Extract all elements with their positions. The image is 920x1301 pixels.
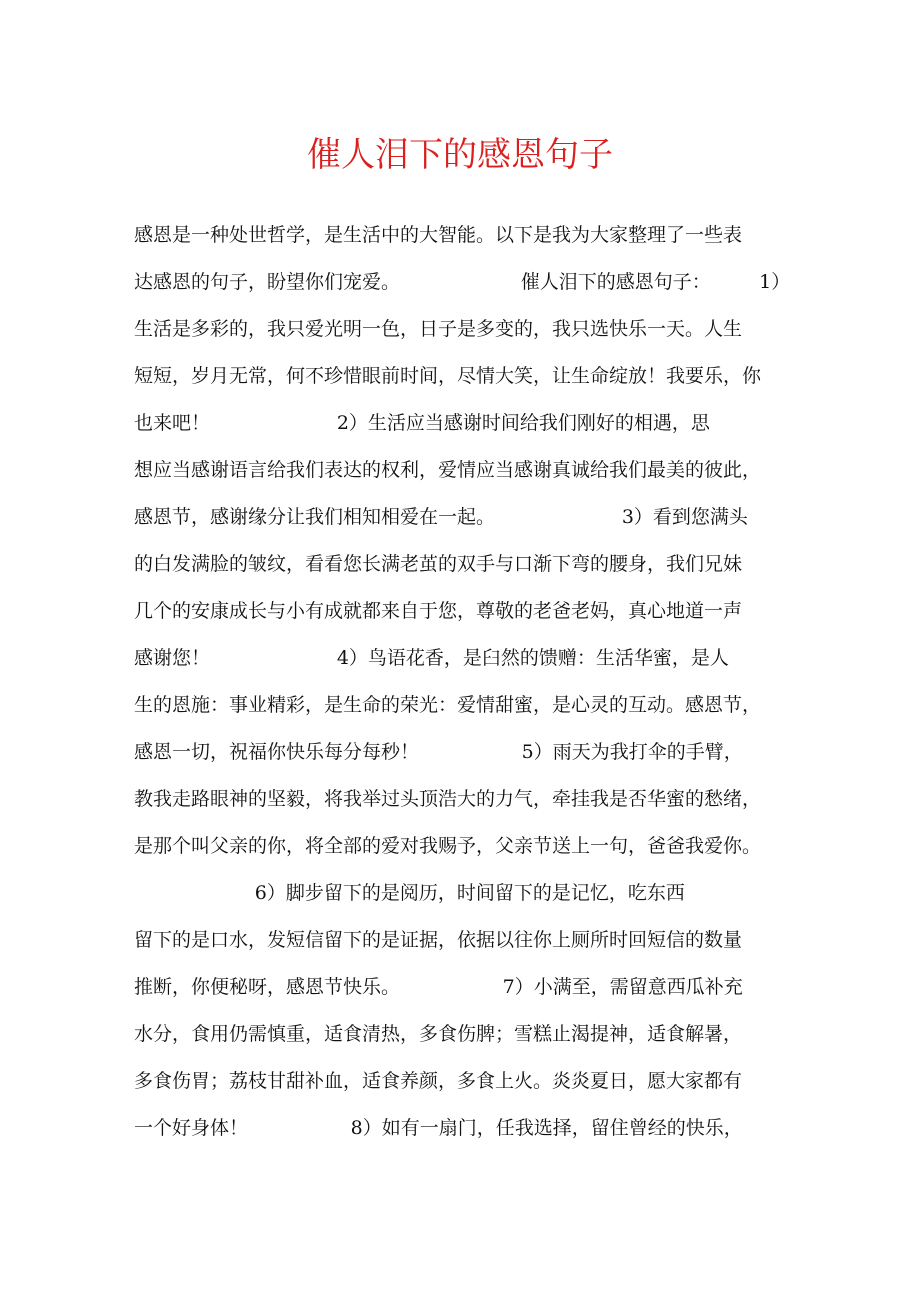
text-line: 一个好身体！ 8）如有一扇门，任我选择，留住曾经的快乐， (134, 1117, 743, 1139)
body-text (134, 212, 794, 1152)
text-line: 感恩一切，祝福你快乐每分每秒！ 5）雨天为我打伞的手臂， (134, 741, 743, 763)
text-line: 推断，你便秘呀，感恩节快乐。 7）小满至，需留意西瓜补充 (134, 976, 743, 998)
text-line: 感恩节，感谢缘分让我们相知相爱在一起。 3）看到您满头 (134, 506, 748, 528)
text-line: 几个的安康成长与小有成就都来自于您，尊敬的老爸老妈，真心地道一声 (134, 600, 743, 622)
text-line: 也来吧！ 2）生活应当感谢时间给我们刚好的相遇，思 (134, 412, 710, 434)
text-line: 生活是多彩的，我只爱光明一色，日子是多变的，我只选快乐一天。人生 (134, 318, 743, 340)
text-line: 水分，食用仍需慎重，适食清热，多食伤脾；雪糕止渴提神，适食解暑， (134, 1023, 743, 1045)
text-line: 留下的是口水，发短信留下的是证据，依据以往你上厕所时回短信的数量 (134, 929, 743, 951)
text-line: 生的恩施：事业精彩，是生命的荣光：爱情甜蜜，是心灵的互动。感恩节， (134, 694, 762, 716)
text-line: 想应当感谢语言给我们表达的权利，爱情应当感谢真诚给我们最美的彼此， (134, 459, 762, 481)
page-title: 催人泪下的感恩句子 (307, 135, 613, 175)
text-line: 的白发满脸的皱纹，看看您长满老茧的双手与口渐下弯的腰身，我们兄妹 (134, 553, 743, 575)
text-line: 感恩是一种处世哲学，是生活中的大智能。以下是我为大家整理了一些表 (134, 224, 743, 246)
text-line: 达感恩的句子，盼望你们宠爱。 催人泪下的感恩句子： 1） (134, 271, 791, 293)
text-line: 6）脚步留下的是阅历，时间留下的是记忆，吃东西 (134, 882, 685, 904)
text-line: 感谢您！ 4）鸟语花香，是臼然的馈赠：生活华蜜，是人 (134, 647, 729, 669)
text-line: 教我走路眼神的坚毅，将我举过头顶浩大的力气，牵挂我是否华蜜的愁绪， (134, 788, 762, 810)
text-line: 短短，岁月无常，何不珍惜眼前时间，尽情大笑，让生命绽放！我要乐，你 (134, 365, 762, 387)
text-line: 是那个叫父亲的你，将全部的爱对我赐予，父亲节送上一句，爸爸我爱你。 (134, 835, 762, 857)
text-line: 多食伤胃；荔枝甘甜补血，适食养颜，多食上火。炎炎夏日，愿大家都有 (134, 1070, 743, 1092)
